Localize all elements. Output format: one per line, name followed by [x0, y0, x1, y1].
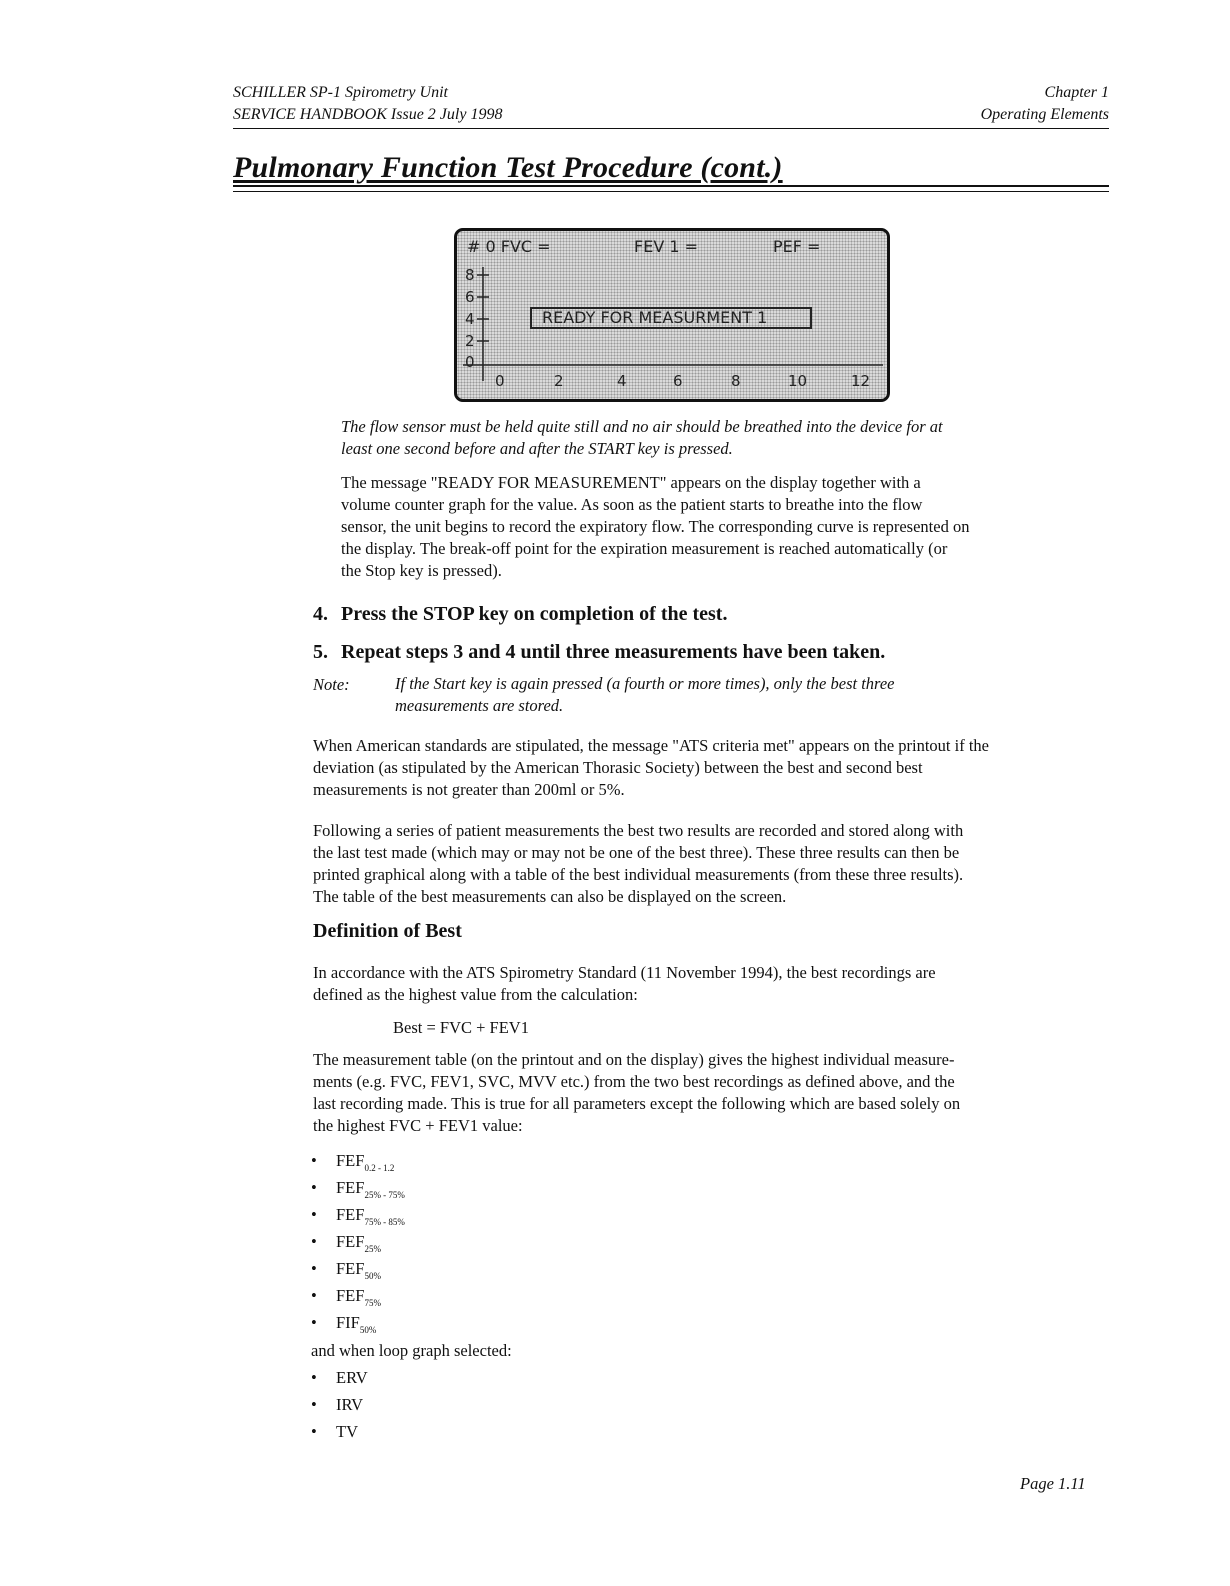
loop-param-name: IRV — [336, 1395, 364, 1414]
param-list-item — [311, 1204, 405, 1233]
header-chapter: Chapter 1 — [1044, 84, 1109, 101]
para2-line: measurements is not greater than 200ml or 5%. — [313, 780, 625, 799]
param-subscript: 75% — [364, 1298, 381, 1308]
param-list-item — [311, 1150, 394, 1179]
param-subscript: 0.2 - 1.2 — [364, 1163, 395, 1173]
step-5 — [313, 641, 885, 664]
para4-line: In accordance with the ATS Spirometry Standard (11 November 1994), the best recordings are — [313, 963, 936, 982]
para2-line: When American standards are stipulated, the message "ATS criteria met" appears on the printout if the — [313, 736, 990, 755]
para5-line: The measurement table (on the printout and on the display) gives the highest individual measure- — [313, 1050, 955, 1069]
loop-param-name: TV — [336, 1422, 358, 1441]
para3-line: Following a series of patient measurements the best two results are recorded and stored along with — [313, 821, 964, 840]
para2-line: deviation (as stipulated by the American Thorasic Society) between the best and second best — [313, 758, 923, 777]
header-left — [233, 82, 502, 126]
caution-line: least one second before and after the START key is pressed. — [341, 439, 733, 458]
loop-param-item — [311, 1421, 358, 1443]
step-4-text: Press the STOP key on completion of the test. — [341, 603, 728, 625]
para1-line: The message "READY FOR MEASUREMENT" appears on the display together with a — [341, 473, 921, 492]
lcd-fvc-label: # 0 FVC = — [467, 237, 551, 256]
note-label: Note: — [313, 675, 350, 694]
para5-line: the highest FVC + FEV1 value: — [313, 1116, 523, 1135]
header-product: SCHILLER SP-1 Spirometry Unit — [233, 84, 448, 101]
para1-line: sensor, the unit begins to record the expiratory flow. The corresponding curve is represented on — [341, 517, 970, 536]
step-5-text: Repeat steps 3 and 4 until three measurements have been taken. — [341, 641, 886, 663]
para1-line: the display. The break-off point for the expiration measurement is reached automatically (or — [341, 539, 948, 558]
para1-line: the Stop key is pressed). — [341, 561, 502, 580]
lcd-x-label: 6 — [673, 372, 683, 390]
para3-line: the last test made (which may or may not be one of the best three). These three results can then be — [313, 843, 960, 862]
bullet-glyph: • — [311, 1205, 317, 1224]
param-list-item — [311, 1312, 376, 1341]
bullet-glyph: • — [311, 1178, 317, 1197]
param-name: FEF — [336, 1151, 365, 1170]
param-name: FEF — [336, 1178, 365, 1197]
bullet-glyph: • — [311, 1422, 317, 1441]
param-list-item — [311, 1231, 381, 1260]
lcd-y-label: 4 — [465, 310, 475, 328]
param-list-item — [311, 1285, 381, 1314]
loop-param-name: ERV — [336, 1368, 368, 1387]
step-4 — [313, 603, 727, 626]
para3-line: printed graphical along with a table of the best individual measurements (from these three results). — [313, 865, 964, 884]
bullet-glyph: • — [311, 1313, 317, 1332]
param-name: FIF — [336, 1313, 360, 1332]
header-section: Operating Elements — [980, 106, 1109, 123]
para1-line: volume counter graph for the value. As soon as the patient starts to breathe into the flow — [341, 495, 923, 514]
lcd-pef-label: PEF = — [773, 237, 821, 256]
lcd-x-label: 8 — [731, 372, 741, 390]
para4-line: defined as the highest value from the calculation: — [313, 985, 638, 1004]
para5-line: ments (e.g. FVC, FEV1, SVC, MVV etc.) from the two best recordings as defined above, and the — [313, 1072, 955, 1091]
param-name: FEF — [336, 1286, 365, 1305]
lcd-x-label: 0 — [495, 372, 505, 390]
param-name: FEF — [336, 1232, 365, 1251]
lcd-fev1-label: FEV 1 = — [634, 237, 699, 256]
loop-param-item — [311, 1367, 368, 1389]
lcd-y-label: 6 — [465, 288, 475, 306]
para3-line: The table of the best measurements can also be displayed on the screen. — [313, 887, 787, 906]
param-subscript: 25% — [364, 1244, 381, 1254]
best-formula: Best = FVC + FEV1 — [393, 1018, 529, 1037]
lcd-y-label: 0 — [465, 353, 475, 371]
header-divider — [233, 128, 1109, 129]
page-title: Pulmonary Function Test Procedure (cont.) — [233, 151, 783, 184]
loop-intro: and when loop graph selected: — [311, 1341, 512, 1360]
caution-line: The flow sensor must be held quite still and no air should be breathed into the device for at — [341, 417, 943, 436]
bullet-glyph: • — [311, 1368, 317, 1387]
title-divider-thick — [233, 185, 1109, 187]
param-list-item — [311, 1258, 381, 1287]
note-line: If the Start key is again pressed (a fourth or more times), only the best three — [395, 674, 895, 693]
para5-line: last recording made. This is true for all parameters except the following which are based solely on — [313, 1094, 961, 1113]
lcd-x-label: 10 — [788, 372, 808, 390]
loop-param-item — [311, 1394, 363, 1416]
header-right — [981, 82, 1109, 126]
param-name: FEF — [336, 1259, 365, 1278]
title-divider-thin — [233, 191, 1109, 192]
lcd-x-label: 2 — [554, 372, 564, 390]
param-subscript: 50% — [364, 1271, 381, 1281]
bullet-glyph: • — [311, 1151, 317, 1170]
lcd-x-label: 12 — [851, 372, 871, 390]
bullet-glyph: • — [311, 1395, 317, 1414]
heading-definition-of-best: Definition of Best — [313, 920, 462, 942]
param-subscript: 25% - 75% — [364, 1190, 405, 1200]
bullet-glyph: • — [311, 1232, 317, 1251]
lcd-y-label: 2 — [465, 332, 475, 350]
param-name: FEF — [336, 1205, 365, 1224]
param-subscript: 50% — [359, 1325, 377, 1335]
bullet-glyph: • — [311, 1259, 317, 1278]
lcd-display — [454, 228, 890, 402]
page-number: Page 1.11 — [1020, 1474, 1086, 1493]
lcd-y-label: 8 — [465, 266, 475, 284]
param-subscript: 75% - 85% — [364, 1217, 405, 1227]
step-5-number: 5. — [313, 641, 328, 663]
note-line: measurements are stored. — [395, 696, 564, 715]
lcd-x-label: 4 — [617, 372, 627, 390]
bullet-glyph: • — [311, 1286, 317, 1305]
param-list-item — [311, 1177, 405, 1206]
header-issue: SERVICE HANDBOOK Issue 2 July 1998 — [233, 106, 503, 123]
lcd-ready-message: READY FOR MEASURMENT 1 — [530, 307, 812, 329]
step-4-number: 4. — [313, 603, 328, 625]
